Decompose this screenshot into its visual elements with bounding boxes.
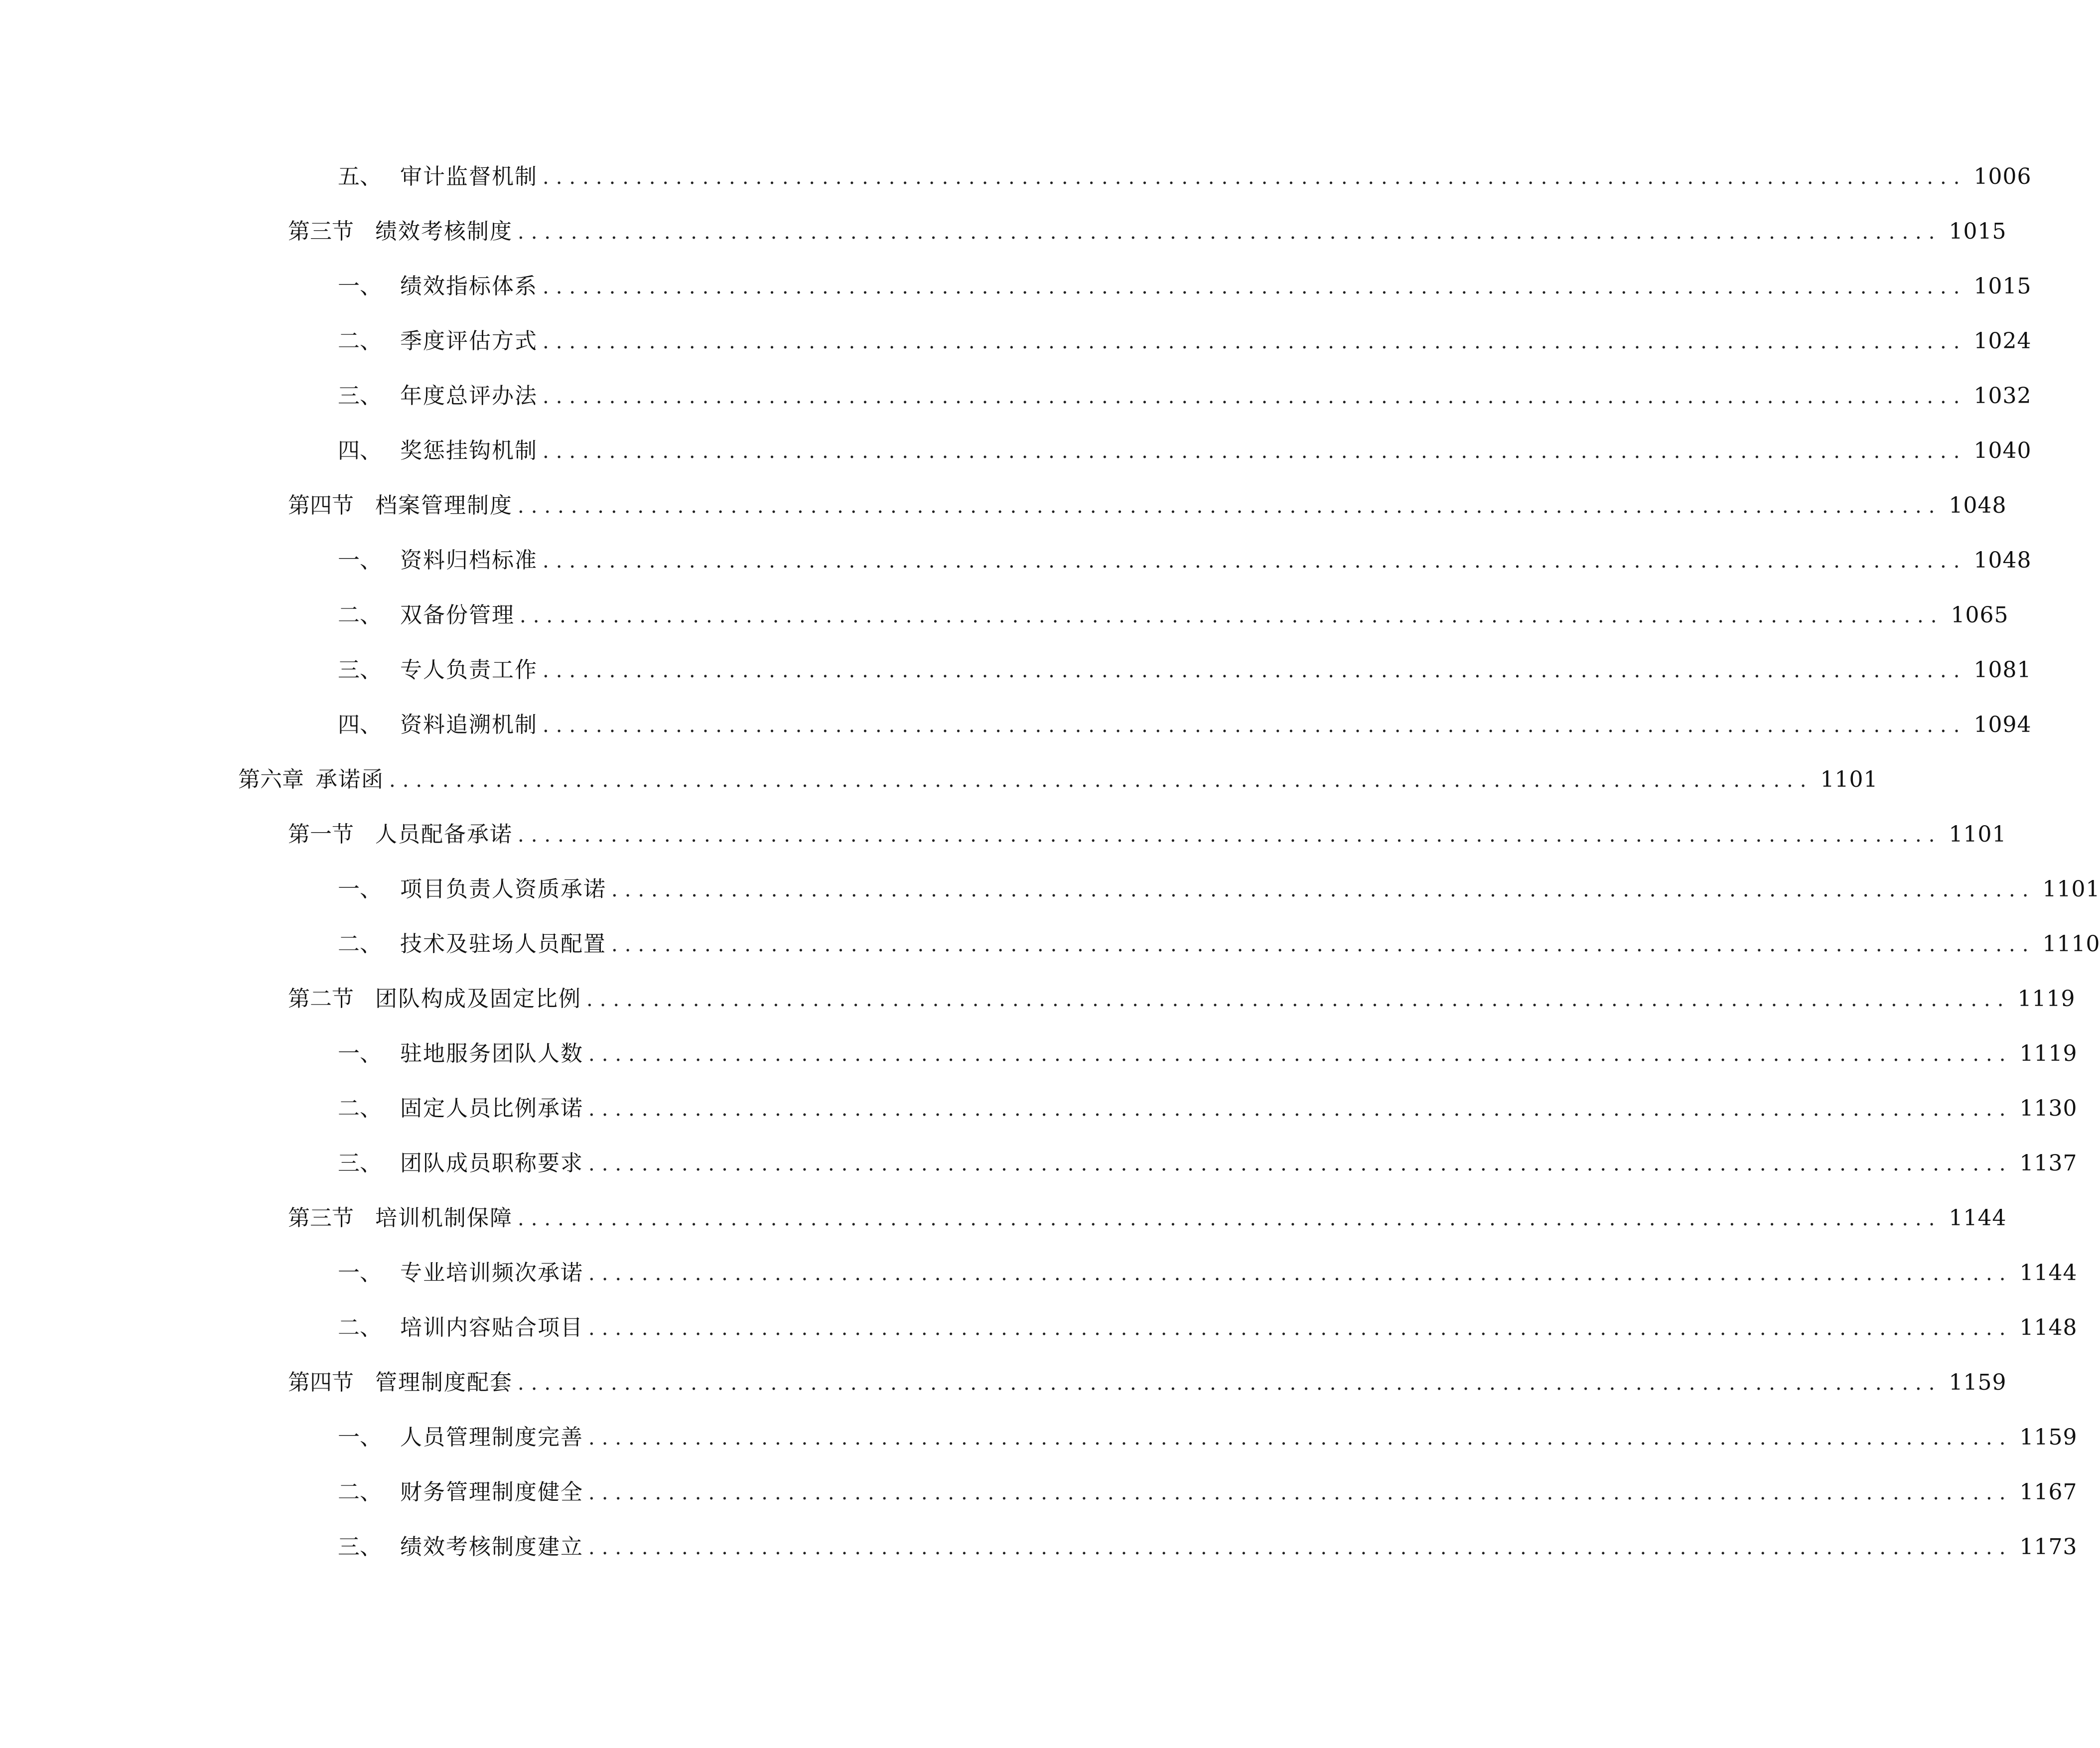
toc-entry-title: 资料归档标准 xyxy=(400,548,538,573)
toc-entry-title: 双备份管理 xyxy=(400,602,515,628)
toc-dot-leader: ........................................................................................................... xyxy=(389,769,1814,792)
toc-entry-number: 第三节 xyxy=(288,1205,354,1231)
toc-entry-number: 四、 xyxy=(338,712,382,737)
toc-entry-title: 培训机制保障 xyxy=(375,1205,513,1231)
toc-entry-page: 1032 xyxy=(1973,383,2032,409)
table-of-contents xyxy=(0,149,2100,1575)
toc-entry-number: 一、 xyxy=(338,274,382,299)
toc-dot-leader: ........................................................................................................... xyxy=(588,1098,2013,1121)
toc-entry[interactable] xyxy=(0,1081,2078,1136)
toc-entry-title: 固定人员比例承诺 xyxy=(400,1096,583,1121)
toc-entry-title: 财务管理制度健全 xyxy=(400,1479,583,1505)
toc-entry-title: 绩效考核制度建立 xyxy=(400,1534,583,1560)
toc-entry[interactable] xyxy=(0,424,2032,478)
toc-entry-page: 1048 xyxy=(1973,548,2032,573)
toc-entry-number: 一、 xyxy=(338,1041,382,1066)
toc-entry-number: 第三节 xyxy=(288,219,354,244)
toc-entry[interactable] xyxy=(0,807,2007,862)
toc-entry-title: 项目负责人资质承诺 xyxy=(400,876,606,902)
toc-entry-title: 管理制度配套 xyxy=(375,1370,513,1395)
toc-entry-number: 一、 xyxy=(338,1425,382,1450)
toc-dot-leader: ........................................................................................................... xyxy=(543,550,1967,573)
toc-dot-leader: ........................................................................................................... xyxy=(518,221,1942,244)
toc-entry-number: 五、 xyxy=(338,164,382,189)
toc-entry-number: 三、 xyxy=(338,657,382,683)
toc-entry[interactable] xyxy=(0,972,2076,1026)
toc-entry-title: 绩效考核制度 xyxy=(375,219,513,244)
toc-entry-title: 绩效指标体系 xyxy=(400,274,538,299)
toc-entry-title: 季度评估方式 xyxy=(400,328,538,354)
toc-dot-leader: ........................................................................................................... xyxy=(588,1427,2013,1450)
toc-entry-page: 1137 xyxy=(2019,1151,2078,1176)
toc-entry-number: 四、 xyxy=(338,438,382,463)
toc-entry-number: 二、 xyxy=(338,931,382,957)
toc-dot-leader: ........................................................................................................... xyxy=(543,714,1967,737)
toc-entry-number: 一、 xyxy=(338,548,382,573)
toc-entry-page: 1159 xyxy=(2019,1425,2078,1450)
toc-entry-title: 人员管理制度完善 xyxy=(400,1425,583,1450)
toc-dot-leader: ........................................................................................................... xyxy=(518,1207,1942,1230)
toc-dot-leader: ........................................................................................................... xyxy=(518,495,1942,518)
toc-entry-title: 驻地服务团队人数 xyxy=(400,1041,583,1066)
toc-entry[interactable] xyxy=(0,698,2032,752)
toc-entry-number: 二、 xyxy=(338,328,382,354)
toc-dot-leader: ........................................................................................................... xyxy=(518,824,1942,847)
toc-entry-number: 二、 xyxy=(338,1315,382,1340)
toc-entry-number: 第四节 xyxy=(288,1370,354,1395)
toc-entry-page: 1101 xyxy=(1949,822,2007,847)
toc-entry-page: 1024 xyxy=(1973,328,2032,354)
toc-entry-page: 1015 xyxy=(1949,219,2007,244)
toc-entry[interactable] xyxy=(0,917,2100,972)
toc-entry-title: 技术及驻场人员配置 xyxy=(400,931,606,957)
toc-entry-page: 1148 xyxy=(2019,1315,2078,1340)
toc-entry[interactable] xyxy=(0,643,2032,698)
toc-entry-page: 1101 xyxy=(2042,876,2100,902)
toc-dot-leader: ........................................................................................................... xyxy=(588,1153,2013,1175)
toc-entry-number: 第一节 xyxy=(288,822,354,847)
toc-entry-title: 培训内容贴合项目 xyxy=(400,1315,583,1340)
toc-entry[interactable] xyxy=(0,1026,2078,1081)
toc-entry[interactable] xyxy=(0,204,2007,259)
toc-entry[interactable] xyxy=(0,862,2100,917)
toc-entry-title: 承诺函 xyxy=(315,767,384,792)
toc-entry[interactable] xyxy=(0,1520,2078,1575)
toc-dot-leader: ........................................................................................................... xyxy=(588,1043,2013,1066)
toc-entry-title: 团队构成及固定比例 xyxy=(375,986,581,1012)
toc-dot-leader: ........................................................................................................... xyxy=(588,1536,2013,1559)
toc-dot-leader: ........................................................................................................... xyxy=(586,988,2011,1011)
toc-entry-page: 1167 xyxy=(2019,1479,2078,1505)
toc-entry-number: 三、 xyxy=(338,383,382,409)
toc-entry-page: 1065 xyxy=(1951,602,2009,628)
toc-entry-title: 审计监督机制 xyxy=(400,164,538,189)
toc-entry[interactable] xyxy=(0,1410,2078,1465)
toc-entry[interactable] xyxy=(0,478,2007,533)
toc-entry-page: 1159 xyxy=(1949,1370,2007,1395)
toc-entry-title: 资料追溯机制 xyxy=(400,712,538,737)
toc-entry-number: 三、 xyxy=(338,1151,382,1176)
toc-entry-page: 1173 xyxy=(2019,1534,2078,1560)
toc-entry[interactable] xyxy=(0,1136,2078,1191)
toc-entry-title: 奖惩挂钩机制 xyxy=(400,438,538,463)
toc-entry[interactable] xyxy=(0,1301,2078,1355)
toc-entry[interactable] xyxy=(0,369,2032,424)
toc-entry-title: 年度总评办法 xyxy=(400,383,538,409)
toc-dot-leader: ........................................................................................................... xyxy=(543,330,1967,353)
toc-entry-page: 1006 xyxy=(1973,164,2032,189)
toc-dot-leader: ........................................................................................................... xyxy=(588,1481,2013,1504)
toc-entry-number: 一、 xyxy=(338,1260,382,1286)
toc-dot-leader: ........................................................................................................... xyxy=(543,659,1967,682)
toc-entry-title: 人员配备承诺 xyxy=(375,822,513,847)
toc-entry-page: 1144 xyxy=(2019,1260,2078,1286)
toc-entry-page: 1144 xyxy=(1949,1205,2007,1231)
toc-entry-page: 1081 xyxy=(1973,657,2032,683)
toc-dot-leader: ........................................................................................................... xyxy=(518,1372,1942,1395)
toc-entry[interactable] xyxy=(0,149,2032,204)
toc-entry-title: 专人负责工作 xyxy=(400,657,538,683)
toc-entry-number: 二、 xyxy=(338,1096,382,1121)
toc-entry-number: 第四节 xyxy=(288,493,354,518)
toc-entry-title: 团队成员职称要求 xyxy=(400,1151,583,1176)
toc-entry-page: 1119 xyxy=(2017,986,2076,1012)
toc-entry-page: 1048 xyxy=(1949,493,2007,518)
toc-entry-number: 三、 xyxy=(338,1534,382,1560)
toc-entry[interactable] xyxy=(0,1191,2007,1246)
toc-entry-page: 1101 xyxy=(1820,767,1878,792)
toc-entry-page: 1094 xyxy=(1973,712,2032,737)
toc-dot-leader: ........................................................................................................... xyxy=(543,385,1967,408)
toc-entry-page: 1119 xyxy=(2019,1041,2078,1066)
toc-entry-title: 专业培训频次承诺 xyxy=(400,1260,583,1286)
toc-entry[interactable] xyxy=(0,1465,2078,1520)
toc-entry-page: 1110 xyxy=(2042,931,2100,957)
toc-chapter-entry[interactable] xyxy=(0,752,1878,807)
toc-entry-number: 二、 xyxy=(338,1479,382,1505)
toc-entry-page: 1015 xyxy=(1973,274,2032,299)
toc-entry[interactable] xyxy=(0,588,2009,643)
toc-entry-title: 档案管理制度 xyxy=(375,493,513,518)
toc-entry-page: 1040 xyxy=(1973,438,2032,463)
toc-entry[interactable] xyxy=(0,259,2032,314)
toc-dot-leader: ........................................................................................................... xyxy=(611,878,2036,901)
toc-entry[interactable] xyxy=(0,314,2032,369)
toc-entry[interactable] xyxy=(0,1246,2078,1301)
toc-dot-leader: ........................................................................................................... xyxy=(543,166,1967,189)
toc-entry[interactable] xyxy=(0,1355,2007,1410)
toc-entry-number: 第二节 xyxy=(288,986,354,1012)
toc-entry-number: 一、 xyxy=(338,876,382,902)
toc-dot-leader: ........................................................................................................... xyxy=(520,604,1944,627)
toc-dot-leader: ........................................................................................................... xyxy=(588,1262,2013,1285)
toc-dot-leader: ........................................................................................................... xyxy=(611,933,2036,956)
toc-dot-leader: ........................................................................................................... xyxy=(588,1317,2013,1340)
toc-dot-leader: ........................................................................................................... xyxy=(543,276,1967,298)
toc-dot-leader: ........................................................................................................... xyxy=(543,440,1967,463)
toc-entry-page: 1130 xyxy=(2019,1096,2078,1121)
toc-entry-number: 第六章 xyxy=(238,767,304,792)
toc-entry[interactable] xyxy=(0,533,2032,588)
toc-entry-number: 二、 xyxy=(338,602,382,628)
